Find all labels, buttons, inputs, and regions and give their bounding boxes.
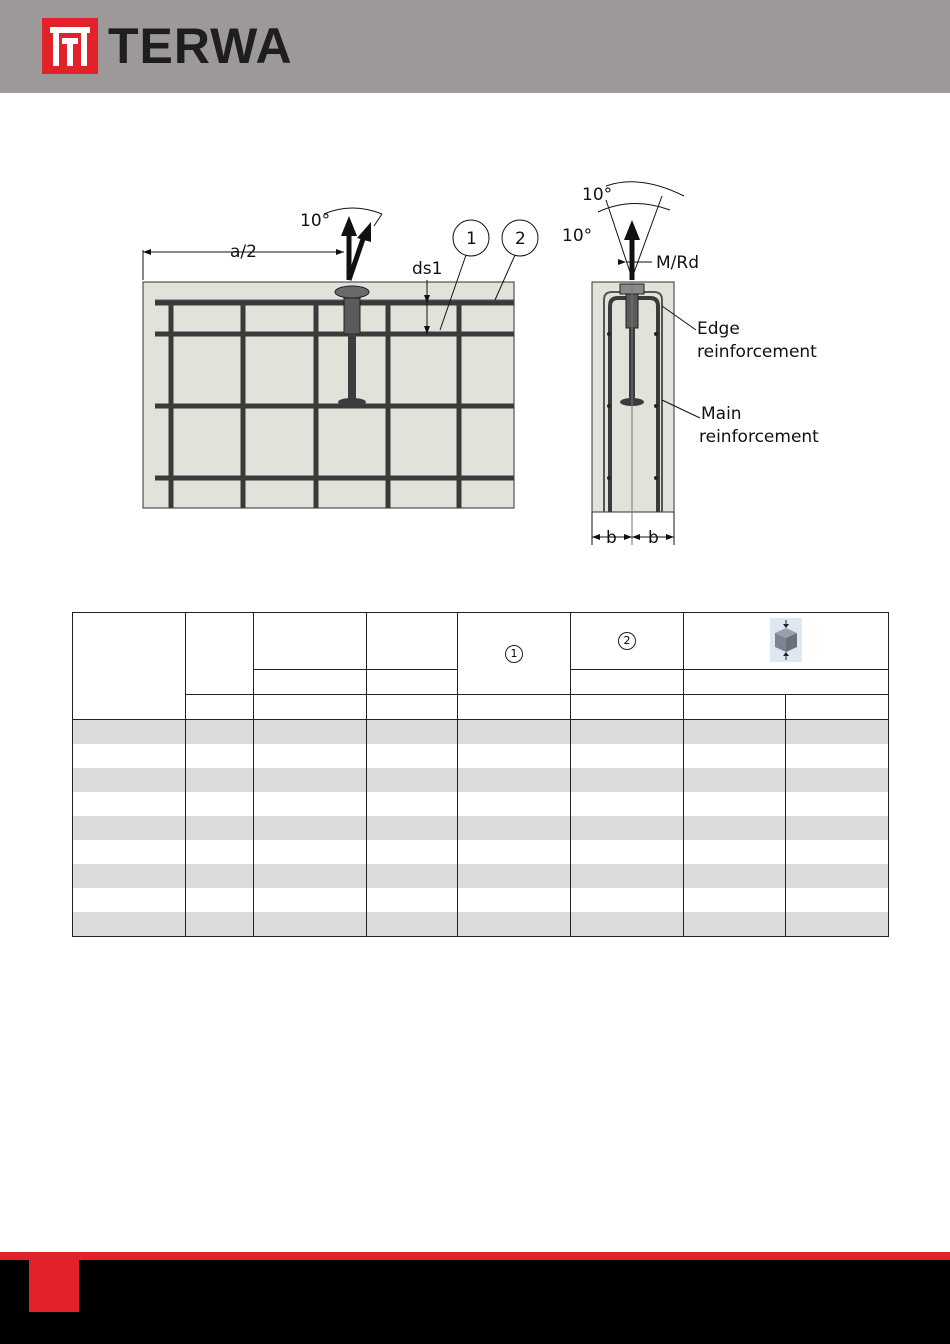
header-cell [254, 695, 367, 720]
table-row [73, 744, 889, 768]
header-cell [684, 695, 786, 720]
front-view-drawing [143, 208, 538, 508]
b-left-label: b [606, 528, 617, 548]
table-row [73, 912, 889, 937]
angle-label-top: 10° [582, 185, 613, 205]
header-cell [786, 695, 889, 720]
edge-label-1: Edge [697, 319, 740, 339]
header-cell-callout-2: 2 [571, 613, 684, 670]
b-right-label: b [648, 528, 659, 548]
edge-label-2: reinforcement [697, 342, 817, 362]
header-cell [186, 695, 254, 720]
header-cell [367, 670, 458, 695]
main-label-2: reinforcement [699, 427, 819, 447]
brand-name: TERWA [108, 18, 293, 74]
header-cell [254, 613, 367, 670]
header-cell [367, 695, 458, 720]
angle-label-side: 10° [562, 226, 593, 246]
header-cell [73, 613, 186, 720]
technical-drawing [0, 93, 950, 583]
callout-2: 2 [515, 229, 526, 249]
moment-label: M/Rd [656, 253, 699, 273]
depth-label: ds1 [412, 259, 443, 279]
specification-table [72, 612, 889, 937]
table-row [73, 816, 889, 840]
header-cell [684, 670, 889, 695]
concrete-cube-icon [770, 651, 802, 665]
header-cell-callout-1: 1 [458, 613, 571, 695]
terwa-logo-icon [42, 18, 98, 74]
page-footer [0, 1260, 950, 1344]
header-cell [571, 670, 684, 695]
half-spacing-label: a/2 [230, 242, 257, 262]
angle-label: 10° [300, 211, 331, 231]
table-row [73, 888, 889, 912]
page-header [0, 0, 950, 93]
header-cell-concrete [684, 613, 889, 670]
table-row [73, 768, 889, 792]
header-cell [571, 695, 684, 720]
footer-red-block [29, 1260, 79, 1312]
header-cell [458, 695, 571, 720]
header-cell [186, 613, 254, 695]
header-cell [254, 670, 367, 695]
side-view-drawing [562, 182, 819, 548]
table-row [73, 792, 889, 816]
table-row [73, 840, 889, 864]
table-row [73, 720, 889, 745]
main-label-1: Main [701, 404, 742, 424]
callout-1: 1 [466, 229, 477, 249]
footer-accent-line [0, 1252, 950, 1260]
table-row [73, 864, 889, 888]
header-cell [367, 613, 458, 670]
